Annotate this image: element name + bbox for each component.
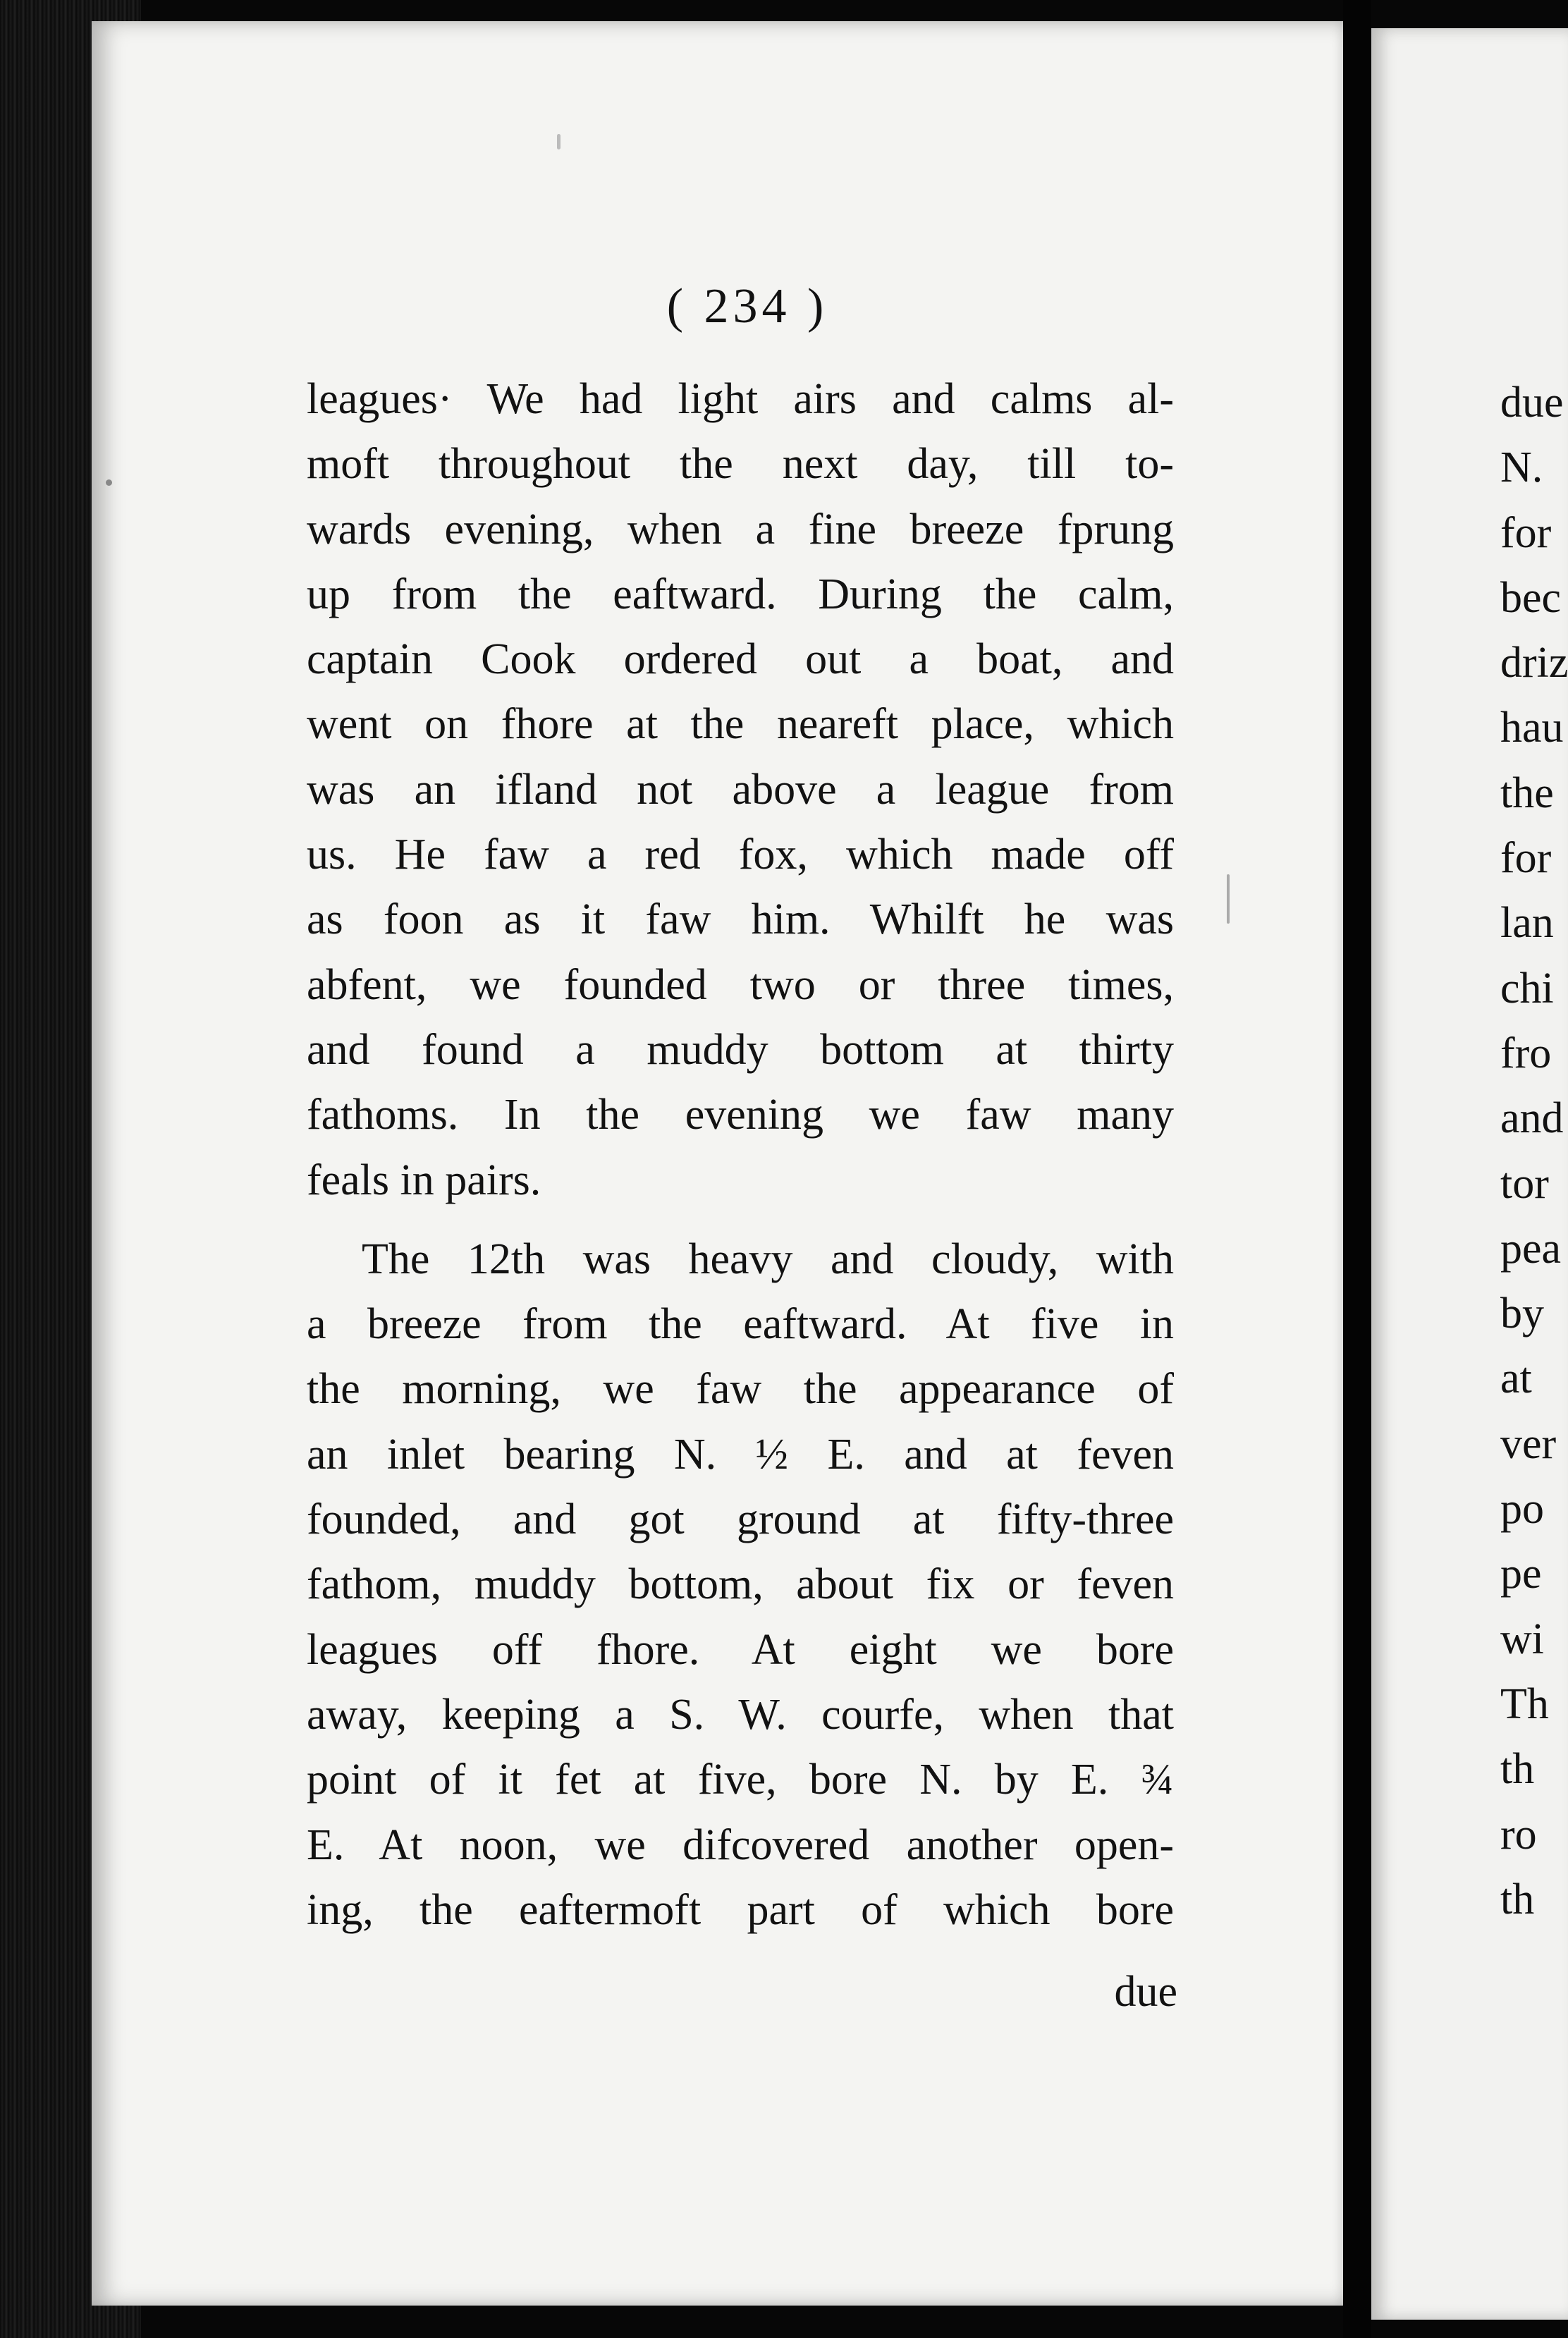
text-line: fathom, muddy bottom, about fix or feven <box>307 1560 1174 1609</box>
page-number: ( 234 ) <box>666 279 828 333</box>
paper-speck <box>1227 874 1230 924</box>
book-gutter <box>1343 0 1371 2338</box>
text-line: point of it fet at five, bore N. by E. ¾ <box>307 1756 1174 1804</box>
text-fragment: lan <box>1500 899 1554 948</box>
text-line: leagues off fhore. At eight we bore <box>307 1625 1174 1674</box>
text-fragment: ro <box>1500 1810 1537 1859</box>
text-line: an inlet bearing N. ½ E. and at feven <box>307 1430 1174 1479</box>
text-line: ing, the eaftermoft part of which bore <box>307 1885 1174 1934</box>
right-page-text-fragments <box>1500 370 1568 1932</box>
text-fragment: pea <box>1500 1224 1562 1273</box>
text-fragment: fro <box>1500 1029 1552 1077</box>
paragraph-1 <box>307 367 1174 1213</box>
text-line: us. He faw a red fox, which made off <box>307 831 1174 879</box>
text-line: wards evening, when a fine breeze fprung <box>307 505 1174 553</box>
catchword: due <box>1114 1968 1177 2016</box>
text-line: was an ifland not above a league from <box>307 765 1174 814</box>
text-line: fathoms. In the evening we faw many <box>307 1091 1174 1139</box>
text-fragment: po <box>1500 1485 1544 1534</box>
text-line: abfent, we founded two or three times, <box>307 960 1174 1009</box>
body-text <box>307 367 1174 1942</box>
text-line: went on fhore at the neareft place, which <box>307 700 1174 749</box>
text-line: E. At noon, we difcovered another open- <box>307 1820 1174 1869</box>
text-fragment: chi <box>1500 964 1554 1012</box>
text-line: away, keeping a S. W. courfe, when that <box>307 1690 1174 1739</box>
text-fragment: pe <box>1500 1550 1542 1598</box>
text-fragment: and <box>1500 1094 1564 1143</box>
text-fragment: for <box>1500 834 1552 883</box>
text-line: a breeze from the eaftward. At five in <box>307 1300 1174 1349</box>
text-fragment: for <box>1500 508 1552 557</box>
text-fragment: tor <box>1500 1159 1549 1208</box>
text-line: moft throughout the next day, till to- <box>307 440 1174 489</box>
paper-speck <box>557 134 561 149</box>
text-fragment: ver <box>1500 1419 1557 1468</box>
text-line: leagues· We had light airs and calms al- <box>307 375 1174 423</box>
text-fragment: due <box>1500 379 1564 427</box>
text-line: and found a muddy bottom at thirty <box>307 1025 1174 1074</box>
text-line: captain Cook ordered out a boat, and <box>307 635 1174 684</box>
text-fragment: driz <box>1500 639 1568 687</box>
text-fragment: at <box>1500 1354 1532 1403</box>
text-line: founded, and got ground at fifty-three <box>307 1495 1174 1544</box>
paper-speck <box>106 479 112 486</box>
text-line: the morning, we faw the appearance of <box>307 1365 1174 1414</box>
paragraph-2 <box>307 1227 1174 1942</box>
text-fragment: th <box>1500 1745 1535 1794</box>
text-fragment: hau <box>1500 704 1564 752</box>
text-line: as foon as it faw him. Whilft he was <box>307 895 1174 944</box>
text-line: The 12th was heavy and cloudy, with <box>362 1235 1174 1283</box>
text-fragment: the <box>1500 769 1554 817</box>
text-line: feals in pairs. <box>307 1156 541 1204</box>
text-fragment: th <box>1500 1875 1535 1923</box>
text-fragment: N. <box>1500 443 1543 492</box>
text-line: up from the eaftward. During the calm, <box>307 570 1174 618</box>
text-fragment: by <box>1500 1290 1544 1338</box>
text-fragment: bec <box>1500 573 1562 622</box>
text-fragment: Th <box>1500 1679 1549 1728</box>
text-fragment: wi <box>1500 1615 1544 1663</box>
